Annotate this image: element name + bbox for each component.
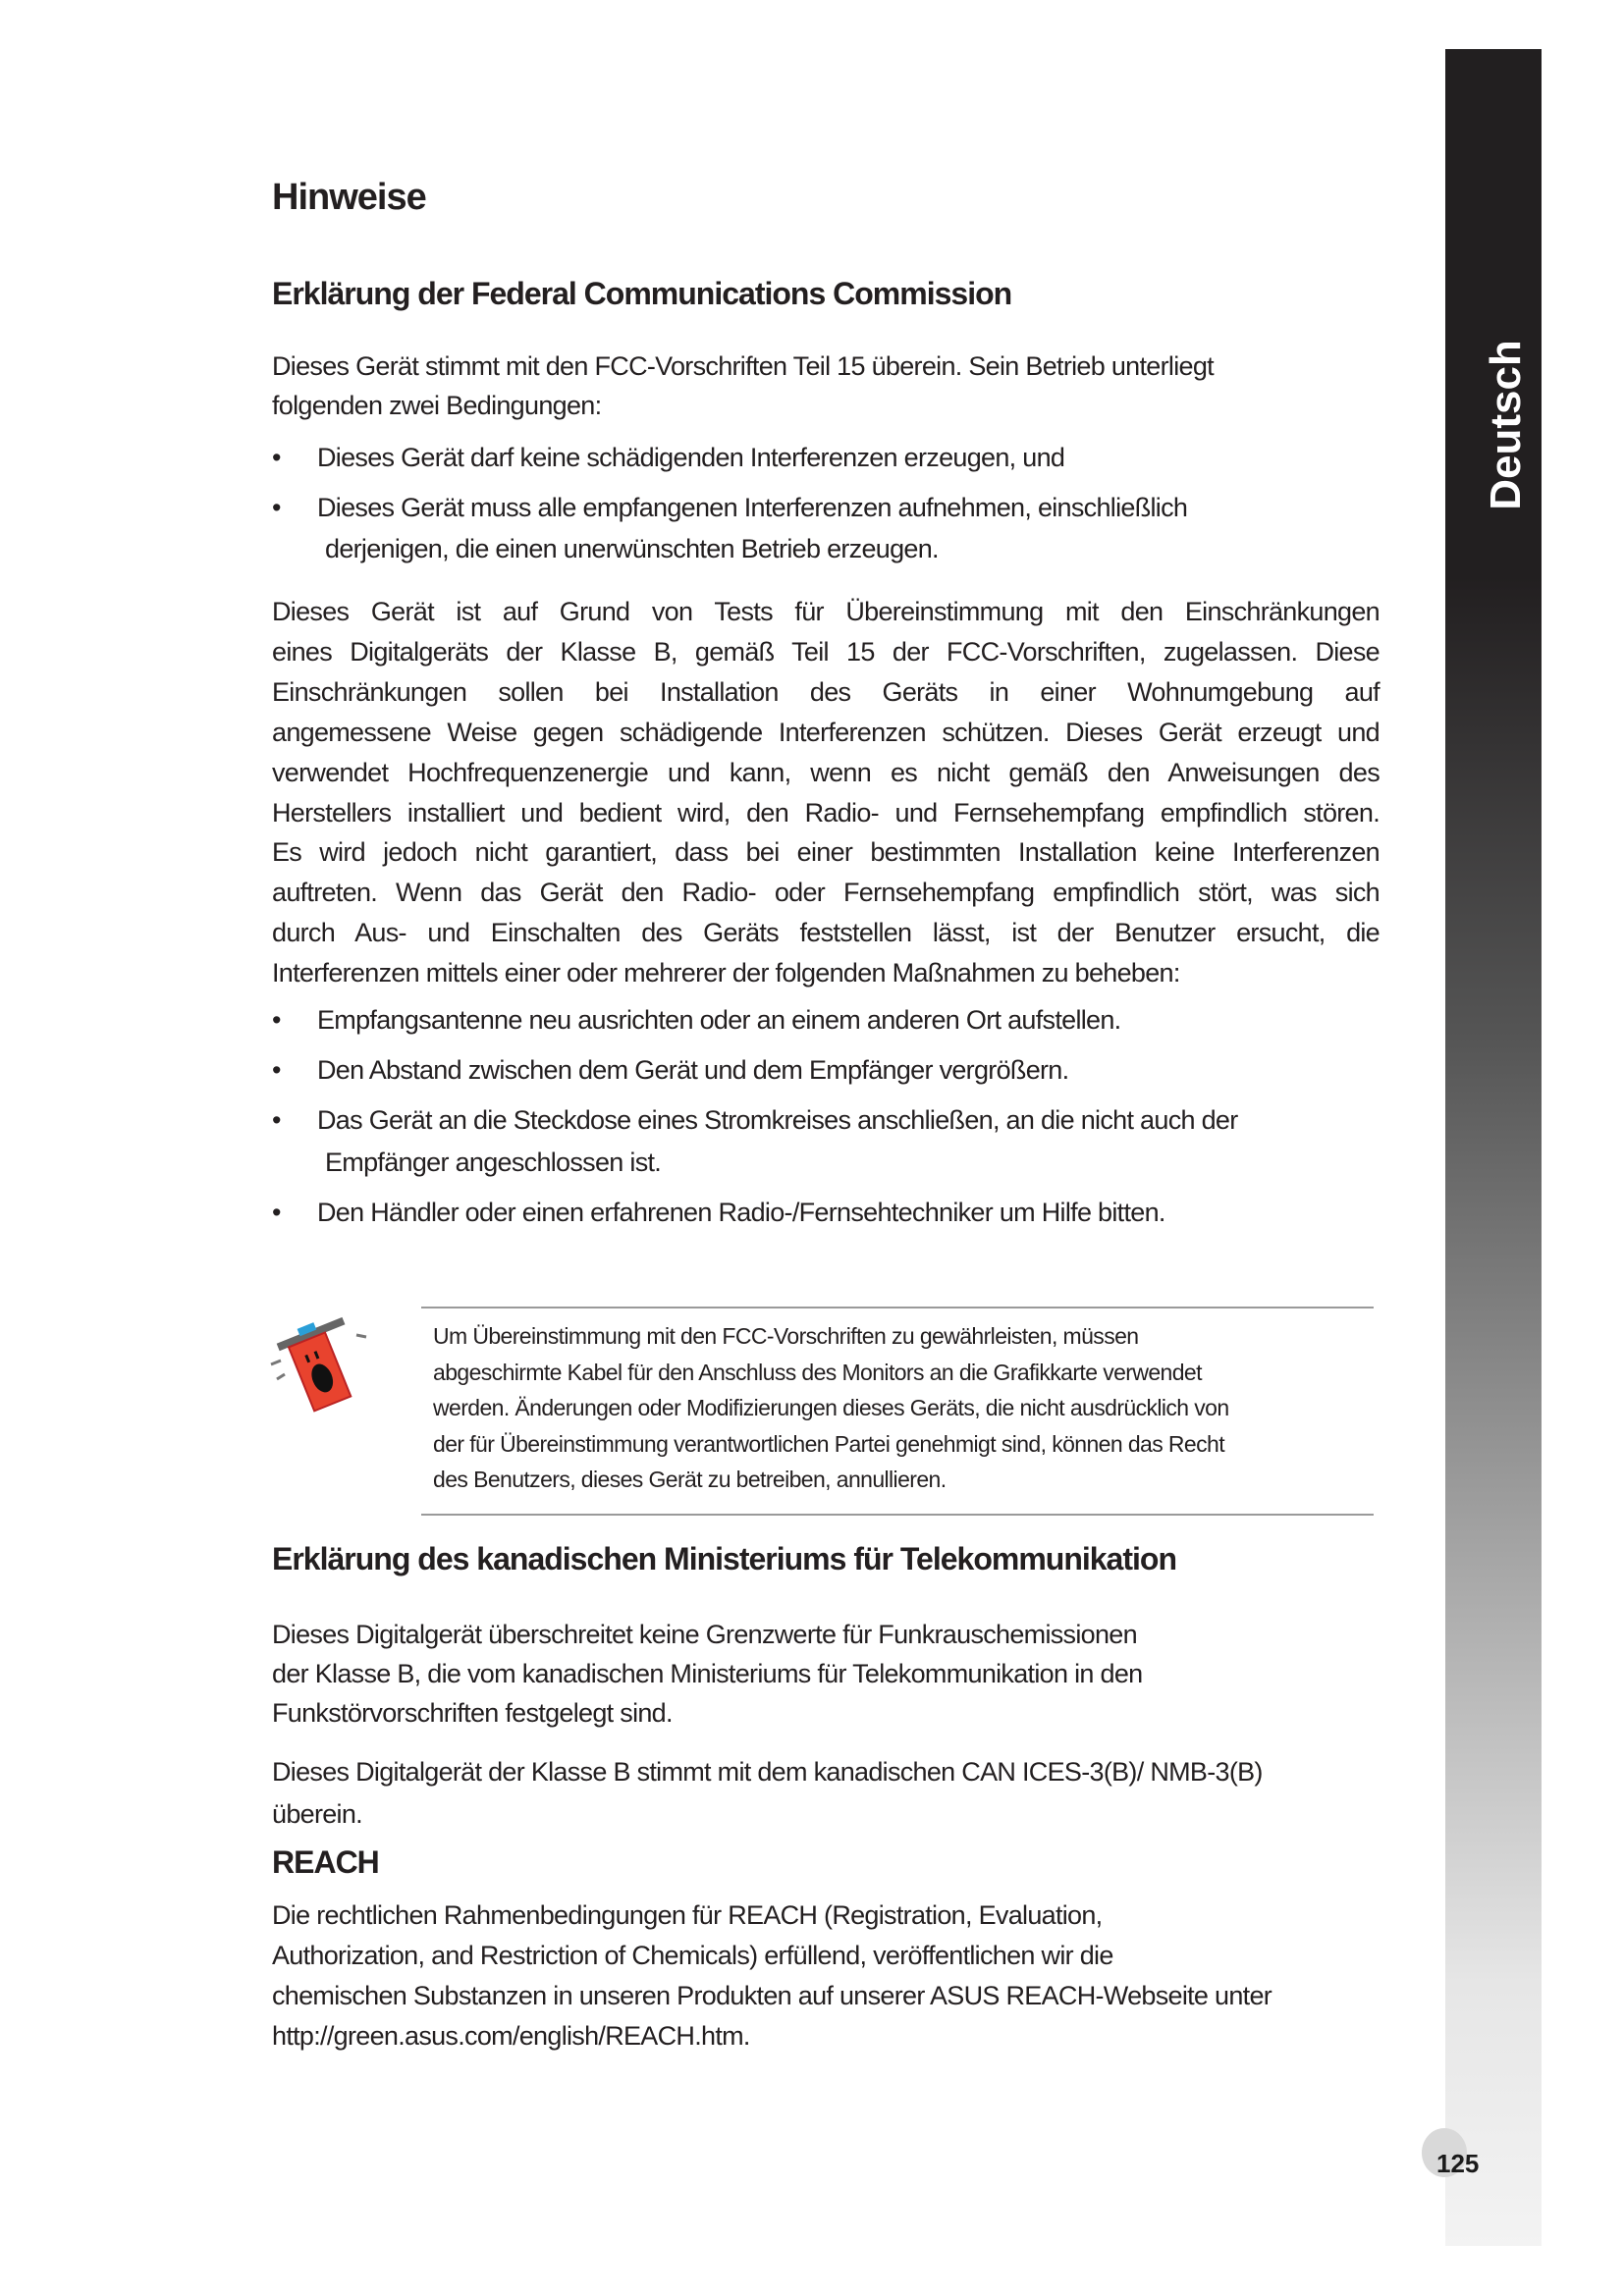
text-line: Den Händler oder einen erfahrenen Radio-/Fernsehtechniker um Hilfe bitten. <box>317 1198 1165 1227</box>
text-line: Einschränkungen sollen bei Installation des Geräts in einer Wohnumgebung auf <box>272 676 1380 707</box>
text-line: der Klasse B, die vom kanadischen Ministeriums für Telekommunikation in den <box>272 1659 1143 1688</box>
note-line: abgeschirmte Kabel für den Anschluss des Monitors an die Grafikkarte verwendet <box>433 1359 1202 1385</box>
text-line: auftreten. Wenn das Gerät den Radio- oder Fernsehempfang empfindlich stört, was sich <box>272 878 1380 908</box>
text-line: Dieses Gerät darf keine schädigenden Interferenzen erzeugen, und <box>317 443 1065 472</box>
text-line: Authorization, and Restriction of Chemicals) erfüllend, veröffentlichen wir die <box>272 1941 1113 1970</box>
text-line: Herstellers installiert und bedient wird, den Radio- und Fernsehempfang empfindlich stören. <box>272 797 1380 828</box>
warning-graphics-card-icon <box>263 1310 381 1418</box>
text-line: Die rechtlichen Rahmenbedingungen für REACH (Registration, Evaluation, <box>272 1900 1103 1930</box>
page-title: Hinweise <box>272 177 426 218</box>
reach-para <box>272 1896 1380 2056</box>
text-line: http://green.asus.com/english/REACH.htm. <box>272 2021 750 2051</box>
note-line: Um Übereinstimmung mit den FCC-Vorschriften zu gewährleisten, müssen <box>433 1323 1139 1349</box>
text-line: Empfänger angeschlossen ist. <box>325 1148 662 1177</box>
measure-item <box>272 1000 1120 1040</box>
text-line: folgenden zwei Bedingungen: <box>272 391 602 420</box>
canada-para-2 <box>272 1751 1380 1836</box>
measure-item <box>272 1099 1238 1184</box>
text-line: Empfangsantenne neu ausrichten oder an einem anderen Ort aufstellen. <box>317 1005 1121 1035</box>
measure-item <box>272 1050 1068 1090</box>
text-line: eines Digitalgeräts der Klasse B, gemäß Teil 15 der FCC-Vorschriften, zugelassen. Diese <box>272 636 1380 667</box>
text-line: angemessene Weise gegen schädigende Interferenzen schützen. Dieses Gerät erzeugt und <box>272 717 1380 747</box>
text-line: Interferenzen mittels einer oder mehrerer der folgenden Maßnahmen zu beheben: <box>272 958 1180 988</box>
bullet: • <box>272 493 281 522</box>
text-line: Den Abstand zwischen dem Gerät und dem Empfänger vergrößern. <box>317 1055 1069 1085</box>
canada-para-1 <box>272 1615 1380 1733</box>
text-line: Das Gerät an die Steckdose eines Stromkreises anschließen, an die nicht auch der <box>317 1105 1238 1135</box>
measure-item <box>272 1193 1165 1232</box>
text-line: Dieses Gerät stimmt mit den FCC-Vorschriften Teil 15 überein. Sein Betrieb unterliegt <box>272 351 1214 381</box>
note-line: des Benutzers, dieses Gerät zu betreiben, annullieren. <box>433 1467 947 1492</box>
condition-item <box>272 487 1187 569</box>
reach-heading: REACH <box>272 1844 379 1880</box>
bullet: • <box>272 1055 281 1085</box>
fcc-body <box>272 592 1380 993</box>
fcc-intro <box>272 347 1380 425</box>
note-line: werden. Änderungen oder Modifizierungen dieses Geräts, die nicht ausdrücklich von <box>433 1395 1229 1420</box>
bullet: • <box>272 1198 281 1227</box>
text-line: Es wird jedoch nicht garantiert, dass bei einer bestimmten Installation keine Interferenzen <box>272 837 1380 868</box>
text-line: verwendet Hochfrequenzenergie und kann, wenn es nicht gemäß den Anweisungen des <box>272 757 1380 787</box>
text-line: Dieses Digitalgerät überschreitet keine Grenzwerte für Funkrauschemissionen <box>272 1620 1137 1649</box>
fcc-heading: Erklärung der Federal Communications Commission <box>272 276 1012 311</box>
bullet: • <box>272 1005 281 1035</box>
text-line: derjenigen, die einen unerwünschten Betrieb erzeugen. <box>325 534 939 563</box>
page-number: 125 <box>1436 2149 1480 2178</box>
bullet: • <box>272 443 281 472</box>
note-line: der für Übereinstimmung verantwortlichen Partei genehmigt sind, können das Recht <box>433 1430 1224 1457</box>
fcc-note <box>421 1307 1374 1516</box>
bullet: • <box>272 1105 281 1135</box>
text-line: chemischen Substanzen in unseren Produkten auf unserer ASUS REACH-Webseite unter <box>272 1981 1272 2010</box>
text-line: durch Aus- und Einschalten des Geräts feststellen lässt, ist der Benutzer ersucht, die <box>272 918 1380 948</box>
text-line: Dieses Gerät ist auf Grund von Tests für Übereinstimmung mit den Einschränkungen <box>272 597 1380 626</box>
canada-heading: Erklärung des kanadischen Ministeriums für Telekommunikation <box>272 1541 1176 1576</box>
language-tab-label: Deutsch <box>1482 340 1530 510</box>
text-line: Dieses Gerät muss alle empfangenen Interferenzen aufnehmen, einschließlich <box>317 493 1188 522</box>
text-line: Dieses Digitalgerät der Klasse B stimmt mit dem kanadischen CAN ICES-3(B)/ NMB-3(B) <box>272 1757 1263 1787</box>
condition-item <box>272 438 1064 477</box>
text-line: überein. <box>272 1799 362 1829</box>
text-line: Funkstörvorschriften festgelegt sind. <box>272 1698 673 1728</box>
